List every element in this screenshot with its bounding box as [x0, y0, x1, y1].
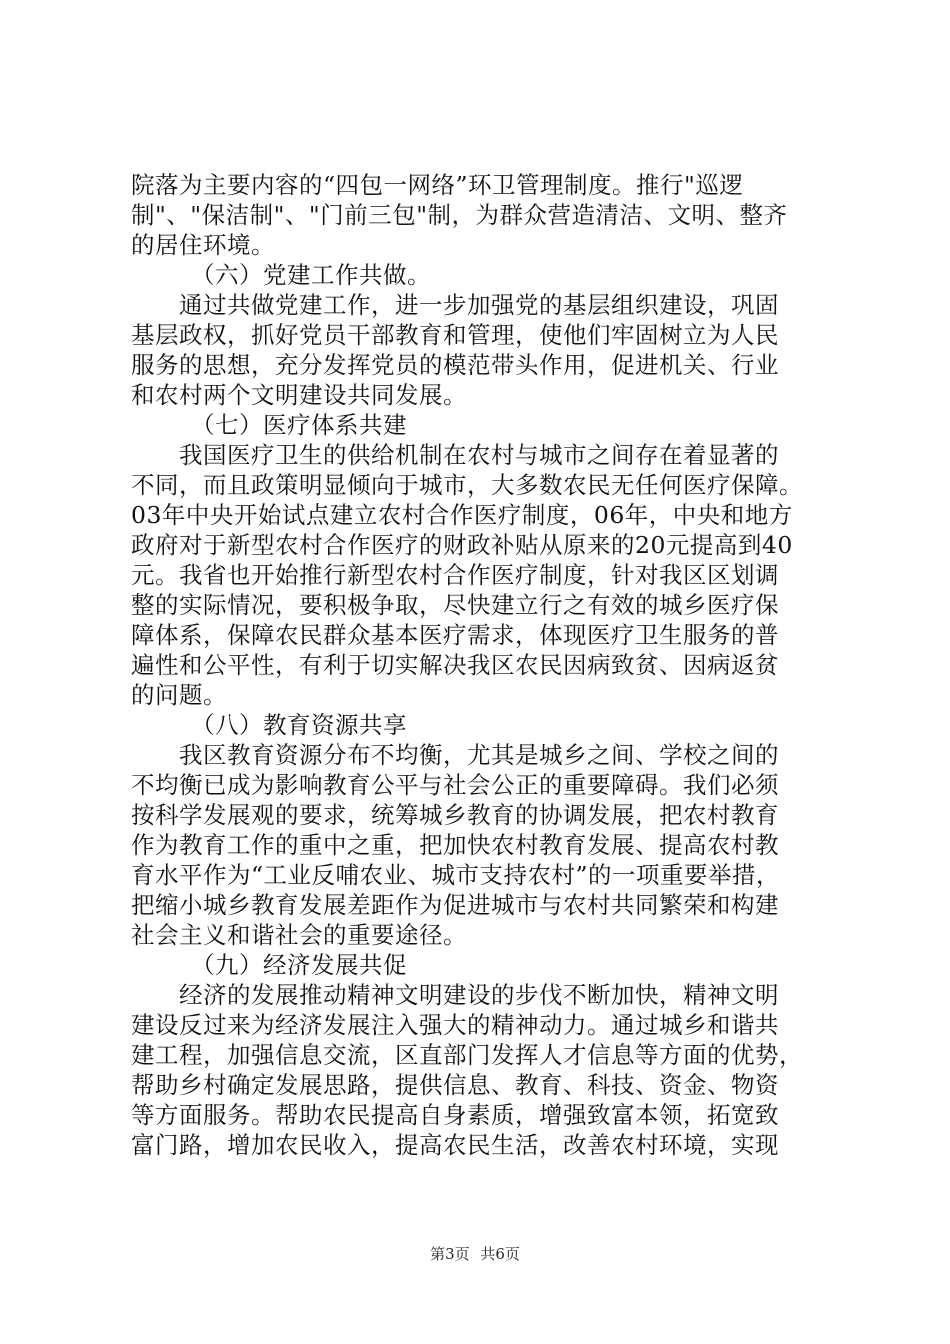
text-line: 帮助乡村确定发展思路，提供信息、教育、科技、资金、物资: [131, 1071, 779, 1099]
text-line: 障体系，保障农民群众基本医疗需求，体现医疗卫生服务的普: [131, 621, 779, 649]
text-line: 社会主义和谐社会的重要途径。: [131, 921, 467, 949]
text-line: 不均衡已成为影响教育公平与社会公正的重要障碍。我们必须: [131, 771, 779, 799]
text-line: 整的实际情况，要积极争取，尽快建立行之有效的城乡医疗保: [131, 591, 779, 619]
text-line: 不同，而且政策明显倾向于城市，大多数农民无任何医疗保障。: [131, 471, 803, 499]
text-line: 把缩小城乡教育发展差距作为促进城市与农村共同繁荣和构建: [131, 891, 779, 919]
text-line: 的问题。: [131, 681, 227, 709]
section-heading: （九）经济发展共促: [191, 951, 407, 979]
text-line: 元。我省也开始推行新型农村合作医疗制度，针对我区区划调: [131, 561, 779, 589]
page-number: 第3页: [430, 1245, 470, 1263]
text-line: 作为教育工作的重中之重，把加快农村教育发展、提高农村教: [131, 831, 779, 859]
text-line: 通过共做党建工作，进一步加强党的基层组织建设，巩固: [179, 291, 779, 319]
section-heading: （八）教育资源共享: [191, 711, 407, 739]
text-line: 我国医疗卫生的供给机制在农村与城市之间存在着显著的: [179, 441, 779, 469]
text-line: 03年中央开始试点建立农村合作医疗制度，06年，中央和地方: [131, 501, 793, 529]
text-line: 建设反过来为经济发展注入强大的精神动力。通过城乡和谐共: [131, 1011, 779, 1039]
body-text: [131, 170, 831, 1160]
text-line: 等方面服务。帮助农民提高自身素质，增强致富本领，拓宽致: [131, 1101, 779, 1129]
text-line: 育水平作为“工业反哺农业、城市支持农村”的一项重要举措，: [131, 861, 781, 889]
page-footer: [0, 1243, 950, 1264]
text-line: 制"、"保洁制"、"门前三包"制，为群众营造清洁、文明、整齐: [131, 201, 788, 229]
text-line: 政府对于新型农村合作医疗的财政补贴从原来的20元提高到40: [131, 531, 793, 559]
section-heading: （七）医疗体系共建: [191, 411, 407, 439]
text-line: 按科学发展观的要求，统筹城乡教育的协调发展，把农村教育: [131, 801, 779, 829]
section-heading: （六）党建工作共做。: [191, 261, 431, 289]
text-line: 我区教育资源分布不均衡，尤其是城乡之间、学校之间的: [179, 741, 779, 769]
text-line: 的居住环境。: [131, 231, 275, 259]
text-line: 建工程，加强信息交流，区直部门发挥人才信息等方面的优势，: [131, 1041, 803, 1069]
text-line: 和农村两个文明建设共同发展。: [131, 381, 467, 409]
text-line: 院落为主要内容的“四包一网络”环卫管理制度。推行"巡逻: [131, 171, 744, 199]
text-line: 服务的思想，充分发挥党员的模范带头作用，促进机关、行业: [131, 351, 779, 379]
text-line: 富门路，增加农民收入，提高农民生活，改善农村环境，实现: [131, 1131, 779, 1159]
text-line: 经济的发展推动精神文明建设的步伐不断加快，精神文明: [179, 981, 779, 1009]
page-total: 共6页: [480, 1245, 520, 1263]
text-line: 基层政权，抓好党员干部教育和管理，使他们牢固树立为人民: [131, 321, 779, 349]
text-line: 遍性和公平性，有利于切实解决我区农民因病致贫、因病返贫: [131, 651, 779, 679]
